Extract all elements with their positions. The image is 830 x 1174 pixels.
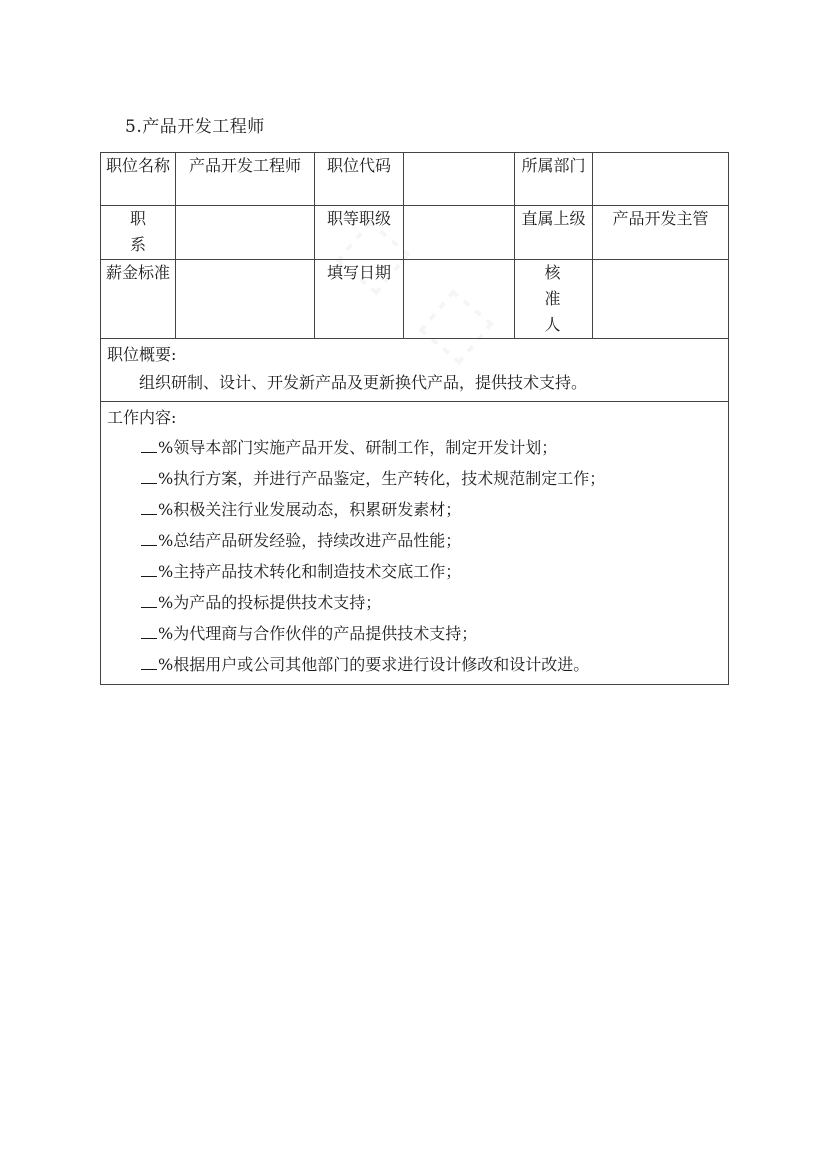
value-salary-standard bbox=[176, 260, 315, 339]
label-position-code: 职位代码 bbox=[315, 153, 404, 206]
table-row bbox=[101, 260, 729, 339]
job-description-table bbox=[100, 152, 729, 685]
summary-title: 职位概要: bbox=[107, 345, 177, 364]
percentage-blank bbox=[141, 498, 157, 515]
summary-text: 组织研制、设计、开发新产品及更新换代产品，提供技术支持。 bbox=[139, 373, 588, 392]
position-summary bbox=[101, 339, 729, 402]
percentage-blank bbox=[141, 436, 157, 453]
job-duties bbox=[101, 402, 729, 685]
label-department: 所属部门 bbox=[515, 153, 593, 206]
label-approver: 核准人 bbox=[515, 260, 593, 339]
percentage-blank bbox=[141, 622, 157, 639]
duty-item: %根据用户或公司其他部门的要求进行设计修改和设计改进。 bbox=[107, 649, 722, 680]
label-supervisor: 直属上级 bbox=[515, 206, 593, 260]
duty-item: %为产品的投标提供技术支持； bbox=[107, 587, 722, 618]
duty-item: %执行方案，并进行产品鉴定，生产转化，技术规范制定工作； bbox=[107, 463, 722, 494]
value-fill-date bbox=[404, 260, 515, 339]
value-job-grade bbox=[404, 206, 515, 260]
label-job-grade: 职等职级 bbox=[315, 206, 404, 260]
label-salary-standard: 薪金标准 bbox=[101, 260, 176, 339]
table-row bbox=[101, 206, 729, 260]
label-job-family: 职系 bbox=[101, 206, 176, 260]
duties-row bbox=[101, 402, 729, 685]
percentage-blank bbox=[141, 467, 157, 484]
value-department bbox=[593, 153, 729, 206]
duty-item: %主持产品技术转化和制造技术交底工作； bbox=[107, 556, 722, 587]
value-approver bbox=[593, 260, 729, 339]
percentage-blank bbox=[141, 529, 157, 546]
percentage-blank bbox=[141, 560, 157, 577]
summary-row bbox=[101, 339, 729, 402]
percentage-blank bbox=[141, 653, 157, 670]
value-supervisor: 产品开发主管 bbox=[593, 206, 729, 260]
label-fill-date: 填写日期 bbox=[315, 260, 404, 339]
value-job-family bbox=[176, 206, 315, 260]
duty-item: %积极关注行业发展动态，积累研发素材； bbox=[107, 494, 722, 525]
value-position-name: 产品开发工程师 bbox=[176, 153, 315, 206]
duty-item: %领导本部门实施产品开发、研制工作，制定开发计划； bbox=[107, 432, 722, 463]
duties-title: 工作内容: bbox=[107, 408, 177, 427]
label-position-name: 职位名称 bbox=[101, 153, 176, 206]
duty-item: %总结产品研发经验，持续改进产品性能； bbox=[107, 525, 722, 556]
percentage-blank bbox=[141, 591, 157, 608]
duty-item: %为代理商与合作伙伴的产品提供技术支持； bbox=[107, 618, 722, 649]
value-position-code bbox=[404, 153, 515, 206]
table-row bbox=[101, 153, 729, 206]
page-heading: 5.产品开发工程师 bbox=[125, 117, 265, 137]
